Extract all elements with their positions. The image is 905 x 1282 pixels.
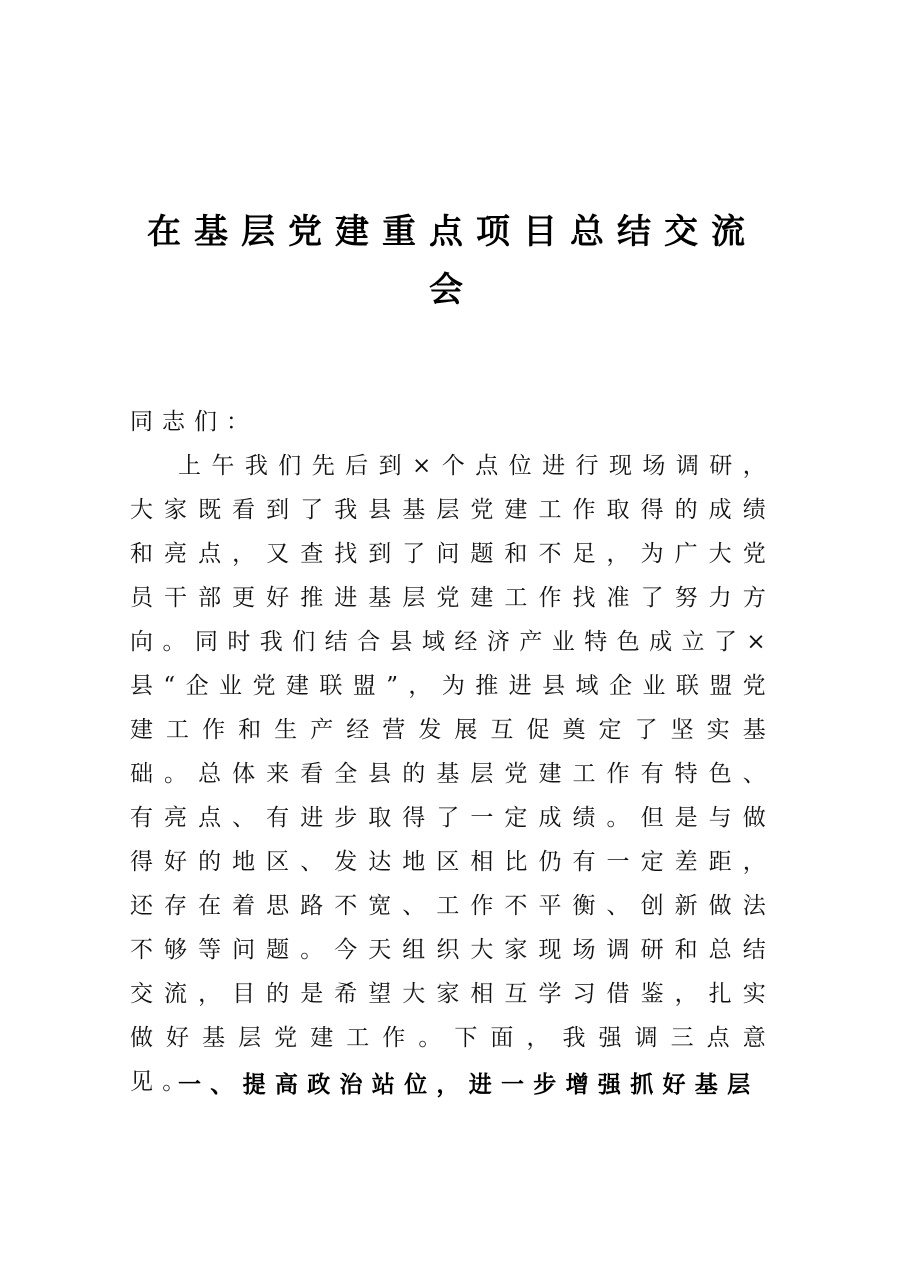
body-paragraph: 上午我们先后到×个点位进行现场调研，大家既看到了我县基层党建工作取得的成绩和亮点，又查找到了问题和不足，为广大党员干部更好推进基层党建工作找准了努力方向。同时我们结合县域经济产业特色成立了×县“企业党建联盟”，为推进县域企业联盟党建工作和生产经营发展互促奠定了坚实基础。总体来看全县的基层党建工作有特色、有亮点、有进步取得了一定成绩。但是与做得好的地区、发达地区相比仍有一定差距，还存在着思路不宽、工作不平衡、创新做法不够等问题。今天组织大家现场调研和总结交流，目的是希望大家相互学习借鉴，扎实做好基层党建工作。下面，我强调三点意见。 — [130, 453, 775, 1095]
salutation: 同志们： — [130, 409, 258, 435]
document-title: 在基层党建重点项目总结交流会 — [147, 212, 758, 310]
section-heading-1: 一、提高政治站位，进一步增强抓好基层 — [178, 1072, 760, 1098]
